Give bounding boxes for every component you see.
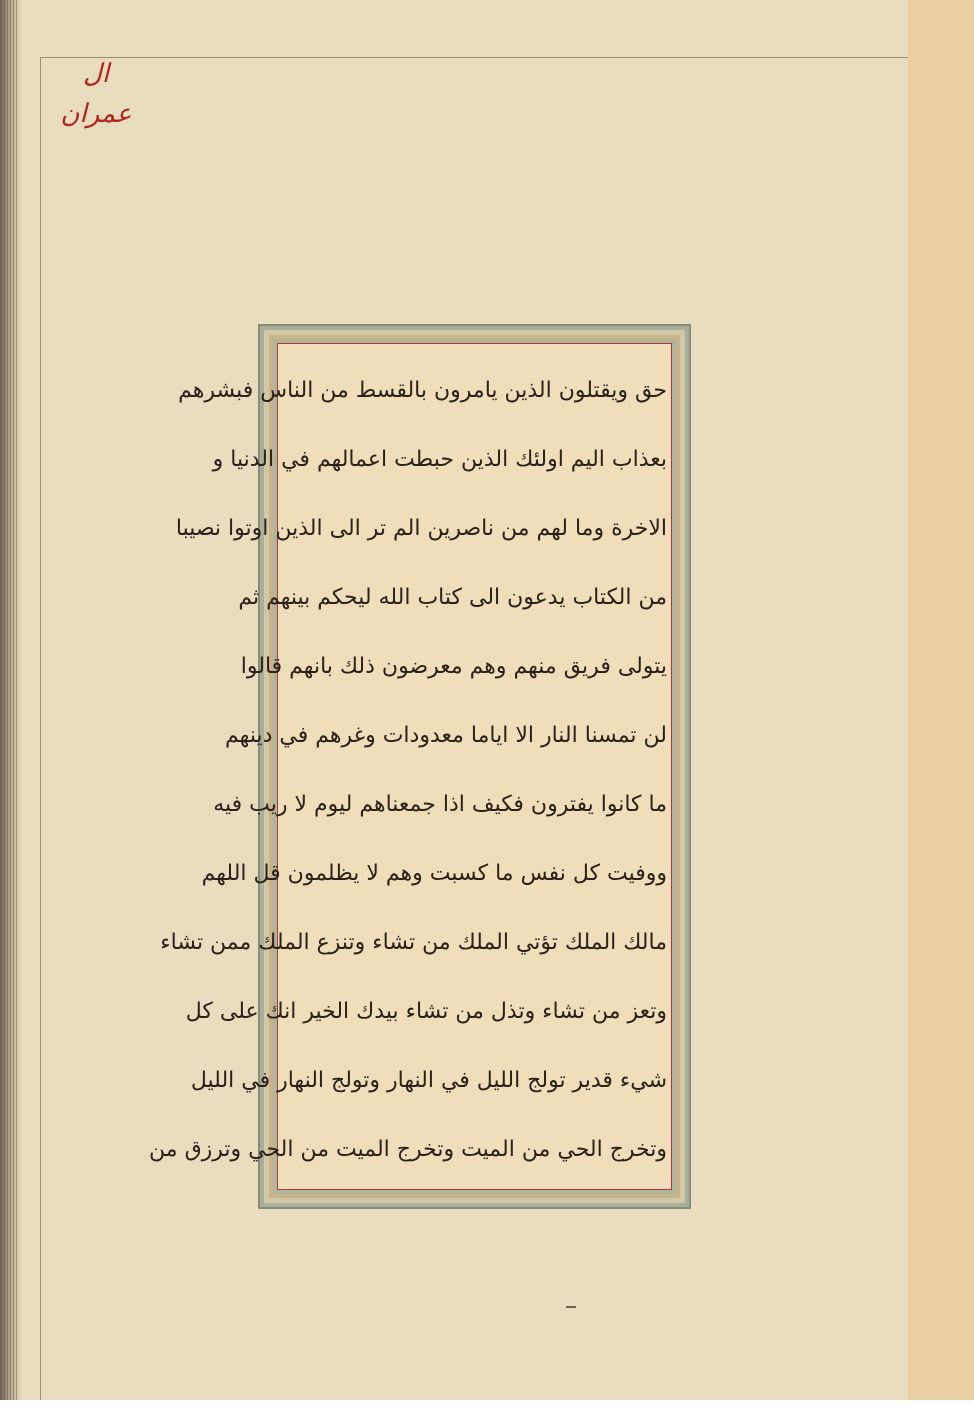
outer-rule-left	[40, 57, 41, 1400]
background-strip	[908, 0, 974, 1400]
surah-header: ال عمران	[60, 59, 132, 129]
text-line-1: حق ويقتلون الذين يامرون بالقسط من الناس فبشرهم	[178, 378, 667, 403]
text-line-12: وتخرج الحي من الميت وتخرج الميت من الحي وترزق من	[149, 1137, 667, 1162]
text-line-11: شيء قدير تولج الليل في النهار وتولج النهار في الليل	[190, 1068, 667, 1093]
text-block	[149, 356, 667, 1181]
page-edges	[4, 0, 18, 1400]
text-line-6: لن تمسنا النار الا اياما معدودات وغرهم في دينهم	[225, 723, 667, 748]
outer-rule-top	[40, 57, 908, 58]
text-line-10: وتعز من تشاء وتذل من تشاء بيدك الخير انك على كل	[185, 999, 667, 1024]
text-line-9: مالك الملك تؤتي الملك من تشاء وتنزع الملك ممن تشاء	[160, 930, 667, 955]
catchword-mark	[566, 1306, 576, 1308]
text-line-3: الاخرة وما لهم من ناصرين الم تر الى الذين اوتوا نصيبا	[175, 516, 667, 541]
text-line-2: بعذاب اليم اولئك الذين حبطت اعمالهم في الدنيا و	[212, 447, 667, 472]
text-frame	[149, 324, 691, 1209]
text-line-7: ما كانوا يفترون فكيف اذا جمعناهم ليوم لا ريب فيه	[213, 792, 667, 817]
text-line-8: ووفيت كل نفس ما كسبت وهم لا يظلمون قل اللهم	[201, 861, 667, 886]
text-line-5: يتولى فريق منهم وهم معرضون ذلك بانهم قالوا	[240, 654, 667, 679]
text-line-4: من الكتاب يدعون الى كتاب الله ليحكم بينهم ثم	[238, 585, 667, 610]
